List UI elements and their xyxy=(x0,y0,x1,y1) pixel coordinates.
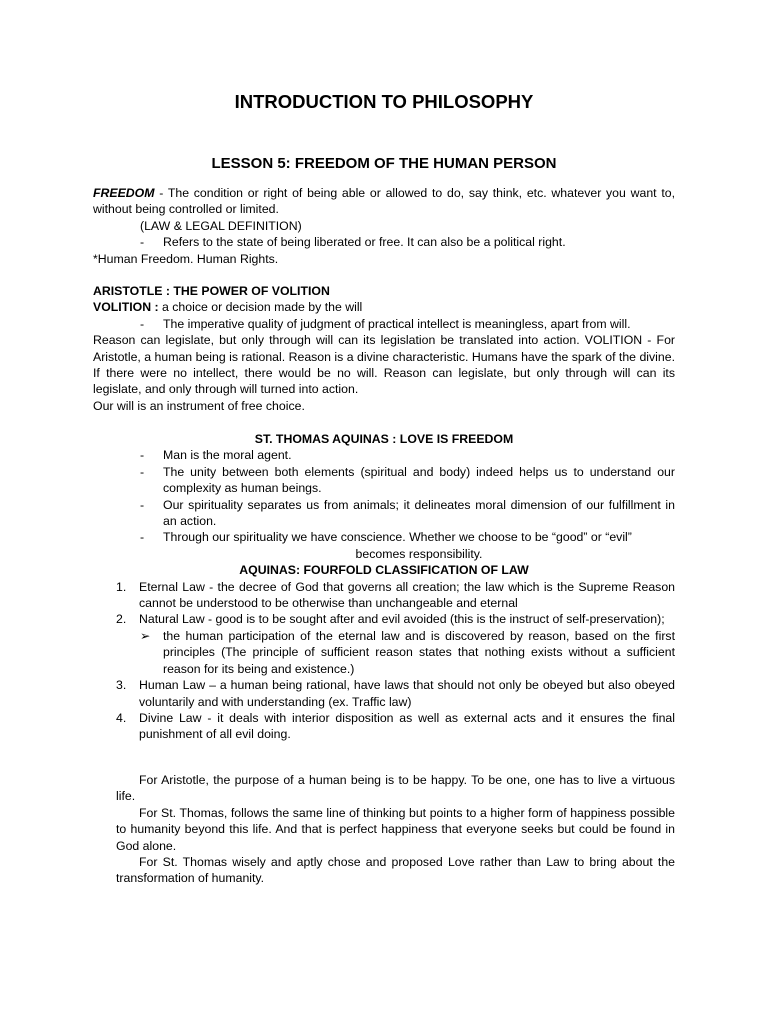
dash-marker: - xyxy=(140,235,145,250)
human-freedom-note: *Human Freedom. Human Rights. xyxy=(93,251,279,266)
list-item xyxy=(93,710,675,743)
lesson-title: LESSON 5: FREEDOM OF THE HUMAN PERSON xyxy=(211,155,557,172)
list-item xyxy=(93,447,675,463)
volition-def-text: a choice or decision made by the will xyxy=(158,300,363,315)
list-item-text: Human Law – a human being rational, have laws that should not only be obeyed but also obeyed voluntarily and with understanding (ex. Traffic law) xyxy=(139,678,675,709)
list-item-text: the human participation of the eternal law and is discovered by reason, based on the first principles (The principle of sufficient reason states that nothing exists without a sufficient reason for its being and existence.) xyxy=(163,628,675,676)
list-item-text: The unity between both elements (spiritual and body) indeed helps us to understand our complexity as human beings. xyxy=(163,464,675,496)
aristotle-heading: ARISTOTLE : THE POWER OF VOLITION xyxy=(93,284,330,298)
list-item xyxy=(93,464,675,497)
list-number: 3. xyxy=(116,678,127,693)
freedom-def-text: - The condition or right of being able or allowed to do, say think, etc. whatever you want to, without being controlled or limited. xyxy=(93,186,675,217)
law-heading: AQUINAS: FOURFOLD CLASSIFICATION OF LAW xyxy=(239,563,529,578)
list-item xyxy=(93,628,675,677)
dash-marker: - xyxy=(140,464,145,479)
freedom-bullet xyxy=(93,234,675,250)
list-item-text: Our spirituality separates us from animals; it delineates moral dimension of our fulfillment in an action. xyxy=(163,497,675,529)
dash-marker: - xyxy=(140,448,145,463)
volition-term: VOLITION : xyxy=(93,300,159,315)
freedom-section xyxy=(93,185,675,267)
closing-section xyxy=(93,772,675,887)
volition-bullet xyxy=(93,316,675,332)
freedom-definition xyxy=(93,185,675,218)
aquinas-section xyxy=(93,431,675,743)
freedom-term: FREEDOM xyxy=(93,186,155,200)
list-number: 4. xyxy=(116,710,127,725)
list-item-text: Divine Law - it deals with interior disposition as well as external acts and it ensures the final punishment of all evil doing. xyxy=(139,710,675,742)
closing-paragraph: For Aristotle, the purpose of a human being is to be happy. To be one, one has to live a virtuous life. xyxy=(116,773,675,804)
list-item xyxy=(93,677,675,710)
volition-definition xyxy=(93,299,675,315)
dash-marker: - xyxy=(140,497,145,512)
aquinas-heading: ST. THOMAS AQUINAS : LOVE IS FREEDOM xyxy=(254,432,514,446)
list-item xyxy=(93,497,675,530)
list-number: 2. xyxy=(116,612,127,627)
aristotle-section xyxy=(93,283,675,414)
imperative-text: The imperative quality of judgment of practical intellect is meaningless, apart from will. xyxy=(163,316,631,331)
document-title: INTRODUCTION TO PHILOSOPHY xyxy=(234,91,534,112)
list-item xyxy=(93,579,675,612)
conscience-text: Through our spirituality we have conscience. Whether we choose to be “good” or “evil” xyxy=(163,530,632,545)
closing-paragraph: For St. Thomas, follows the same line of thinking but points to a higher form of happiness possible to humanity beyond this life. And that is perfect happiness that everyone seeks but could be found in God alone. xyxy=(116,805,675,853)
list-item-text: Eternal Law - the decree of God that governs all creation; the law which is the Supreme Reason cannot be understood to be otherwise than unchangeable and eternal xyxy=(139,579,675,611)
freedom-refers-text: Refers to the state of being liberated or free. It can also be a political right. xyxy=(163,235,566,250)
dash-marker: - xyxy=(140,530,145,545)
list-item xyxy=(93,611,675,627)
list-item xyxy=(93,529,675,545)
closing-paragraph: For St. Thomas wisely and aptly chose and proposed Love rather than Law to bring about the transformation of humanity. xyxy=(116,855,675,886)
will-instrument-text: Our will is an instrument of free choice. xyxy=(93,398,305,413)
list-number: 1. xyxy=(116,579,127,594)
list-item-text: Natural Law - good is to be sought after and evil avoided (this is the instruct of self-preservation); xyxy=(139,612,665,627)
arrow-bullet-icon: ➢ xyxy=(140,628,151,643)
list-item-text: Man is the moral agent. xyxy=(163,448,292,463)
aristotle-paragraph: Reason can legislate, but only through will can its legislation be translated into action. VOLITION - For Aristotle, a human being is rational. Reason is a divine characteristic. Humans have the spark of the divine. If there were no intellect, there would be no will. Reason can legislate, but only through will can its legislate, and only through will turned into action. xyxy=(93,333,675,397)
responsibility-text: becomes responsibility. xyxy=(355,546,483,561)
dash-marker: - xyxy=(140,316,145,331)
legal-definition-label: (LAW & LEGAL DEFINITION) xyxy=(140,218,302,233)
